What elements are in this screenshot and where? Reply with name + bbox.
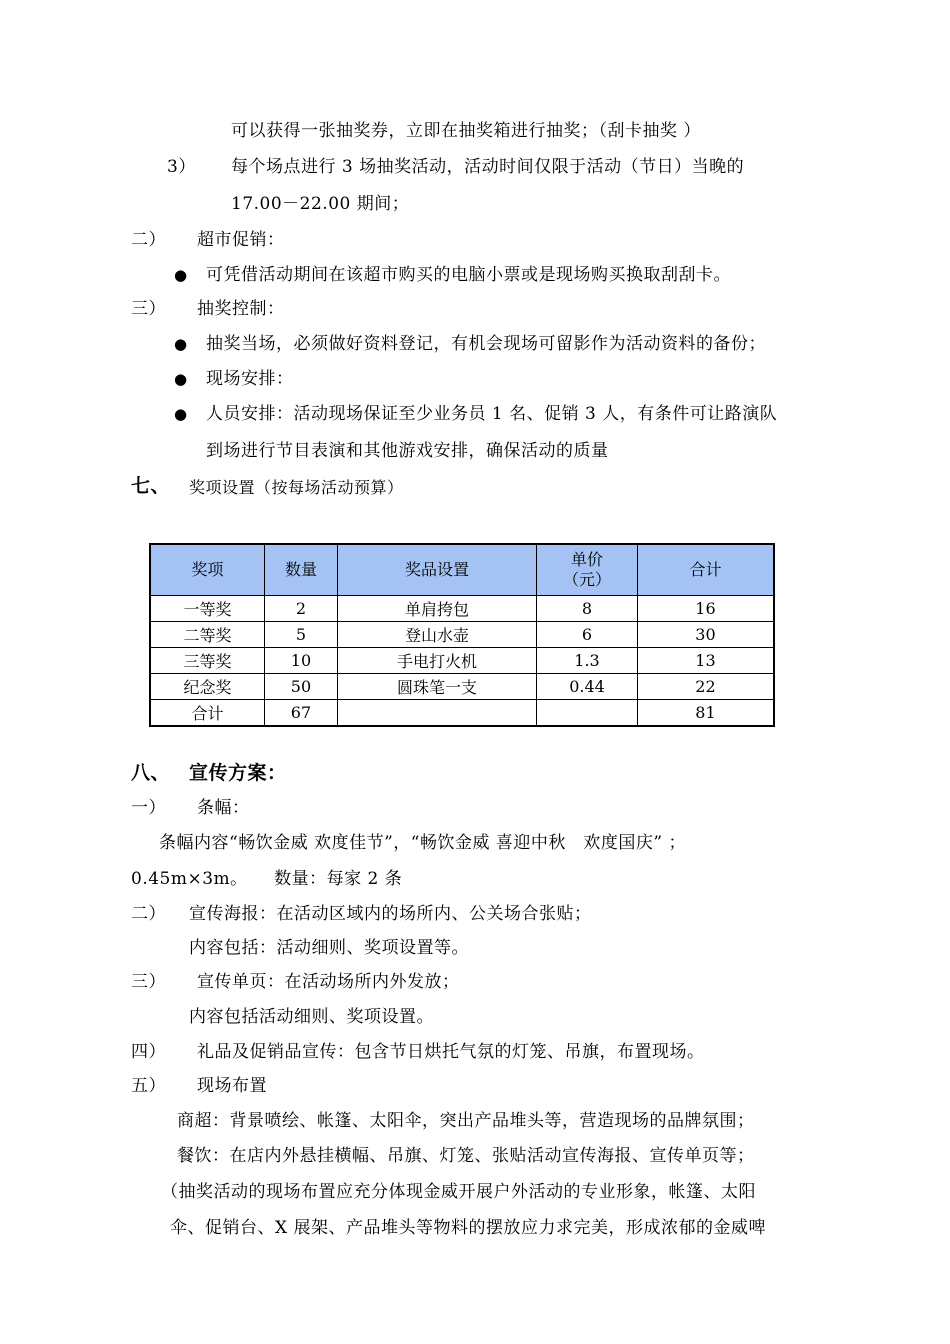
bullet-icon: ● [174, 335, 188, 353]
flyer-line-2: 内容包括活动细则、奖项设置。 [189, 1007, 434, 1027]
gifts-number: 四） [131, 1042, 166, 1062]
item-3-number: 3） [167, 157, 196, 177]
cell-unit-price: 1.3 [537, 648, 638, 674]
header-unit-price: 单价（元） [537, 544, 638, 596]
bullet-icon: ● [174, 266, 188, 284]
supermarket-bullet-1: 可凭借活动期间在该超市购买的电脑小票或是现场购买换取刮刮卡。 [206, 265, 731, 285]
cell-quantity: 5 [265, 622, 338, 648]
cell-prize-level: 一等奖 [150, 596, 265, 622]
poster-number: 二） [131, 904, 166, 924]
section-7-title: 奖项设置（按每场活动预算） [189, 478, 404, 497]
supermarket-number: 二） [131, 230, 166, 250]
cell-quantity: 50 [265, 674, 338, 700]
prize-table [149, 543, 775, 727]
cell-prize-item: 登山水壶 [337, 622, 536, 648]
lottery-control-title: 抽奖控制： [197, 299, 285, 319]
header-quantity: 数量 [265, 544, 338, 596]
venue-number: 五） [131, 1076, 166, 1096]
header-prize-level: 奖项 [150, 544, 265, 596]
cell-quantity: 67 [265, 700, 338, 727]
banner-content-line-2: 0.45m×3m。 数量：每家 2 条 [131, 869, 403, 889]
venue-line-2: 餐饮：在店内外悬挂横幅、吊旗、灯笼、张贴活动宣传海报、宣传单页等； [177, 1146, 755, 1166]
cell-total: 30 [637, 622, 774, 648]
lottery-control-bullet-3-line-2: 到场进行节目表演和其他游戏安排，确保活动的质量 [206, 441, 609, 461]
cell-quantity: 10 [265, 648, 338, 674]
cell-unit-price [537, 700, 638, 727]
header-total: 合计 [637, 544, 774, 596]
cell-prize-level: 二等奖 [150, 622, 265, 648]
supermarket-title: 超市促销： [197, 230, 285, 250]
flyer-number: 三） [131, 972, 166, 992]
table-row [150, 674, 774, 700]
item-3-line-2: 17.00－22.00 期间； [231, 194, 410, 214]
table-row-total [150, 700, 774, 727]
prize-table-header-row [150, 544, 774, 596]
cell-prize-level: 三等奖 [150, 648, 265, 674]
cell-quantity: 2 [265, 596, 338, 622]
cell-total: 16 [637, 596, 774, 622]
cell-prize-item: 手电打火机 [337, 648, 536, 674]
cell-unit-price: 0.44 [537, 674, 638, 700]
venue-line-3: （抽奖活动的现场布置应充分体现金威开展户外活动的专业形象，帐篷、太阳 [161, 1182, 756, 1202]
poster-line-2: 内容包括：活动细则、奖项设置等。 [189, 938, 469, 958]
cell-prize-item: 单肩挎包 [337, 596, 536, 622]
lottery-control-number: 三） [131, 299, 166, 319]
cell-prize-item [337, 700, 536, 727]
cell-prize-level: 纪念奖 [150, 674, 265, 700]
cell-total: 81 [637, 700, 774, 727]
bullet-icon: ● [174, 405, 188, 423]
cell-unit-price: 8 [537, 596, 638, 622]
cell-unit-price: 6 [537, 622, 638, 648]
bullet-icon: ● [174, 370, 188, 388]
section-8-number: 八、 [131, 762, 171, 784]
item-3-line-1: 每个场点进行 3 场抽奖活动，活动时间仅限于活动（节日）当晚的 [231, 157, 745, 177]
venue-line-4: 伞、促销台、X 展架、产品堆头等物料的摆放应力求完美，形成浓郁的金威啤 [170, 1218, 767, 1238]
poster-line-1: 宣传海报：在活动区域内的场所内、公关场合张贴； [189, 904, 592, 924]
flyer-line-1: 宣传单页：在活动场所内外发放； [197, 972, 460, 992]
lottery-instruction-line: 可以获得一张抽奖券，立即在抽奖箱进行抽奖；（刮卡抽奖 ） [231, 121, 701, 141]
banner-content-line-1: 条幅内容“畅饮金威 欢度佳节”，“畅饮金威 喜迎中秋 欢度国庆” ； [159, 833, 686, 853]
section-8-title: 宣传方案： [189, 762, 287, 784]
header-prize-item: 奖品设置 [337, 544, 536, 596]
venue-line-1: 商超：背景喷绘、帐篷、太阳伞，突出产品堆头等，营造现场的品牌氛围； [177, 1111, 755, 1131]
table-row [150, 622, 774, 648]
lottery-control-bullet-3-line-1: 人员安排：活动现场保证至少业务员 1 名、促销 3 人，有条件可让路演队 [206, 404, 778, 424]
section-7-number: 七、 [131, 475, 171, 497]
cell-total: 13 [637, 648, 774, 674]
table-row [150, 596, 774, 622]
cell-prize-item: 圆珠笔一支 [337, 674, 536, 700]
cell-prize-level: 合计 [150, 700, 265, 727]
lottery-control-bullet-1: 抽奖当场，必须做好资料登记，有机会现场可留影作为活动资料的备份； [206, 334, 766, 354]
gifts-line-1: 礼品及促销品宣传：包含节日烘托气氛的灯笼、吊旗，布置现场。 [197, 1042, 705, 1062]
table-row [150, 648, 774, 674]
banner-number: 一） [131, 798, 166, 818]
lottery-control-bullet-2: 现场安排： [206, 369, 294, 389]
cell-total: 22 [637, 674, 774, 700]
venue-title: 现场布置 [197, 1076, 267, 1096]
banner-title: 条幅： [197, 798, 250, 818]
